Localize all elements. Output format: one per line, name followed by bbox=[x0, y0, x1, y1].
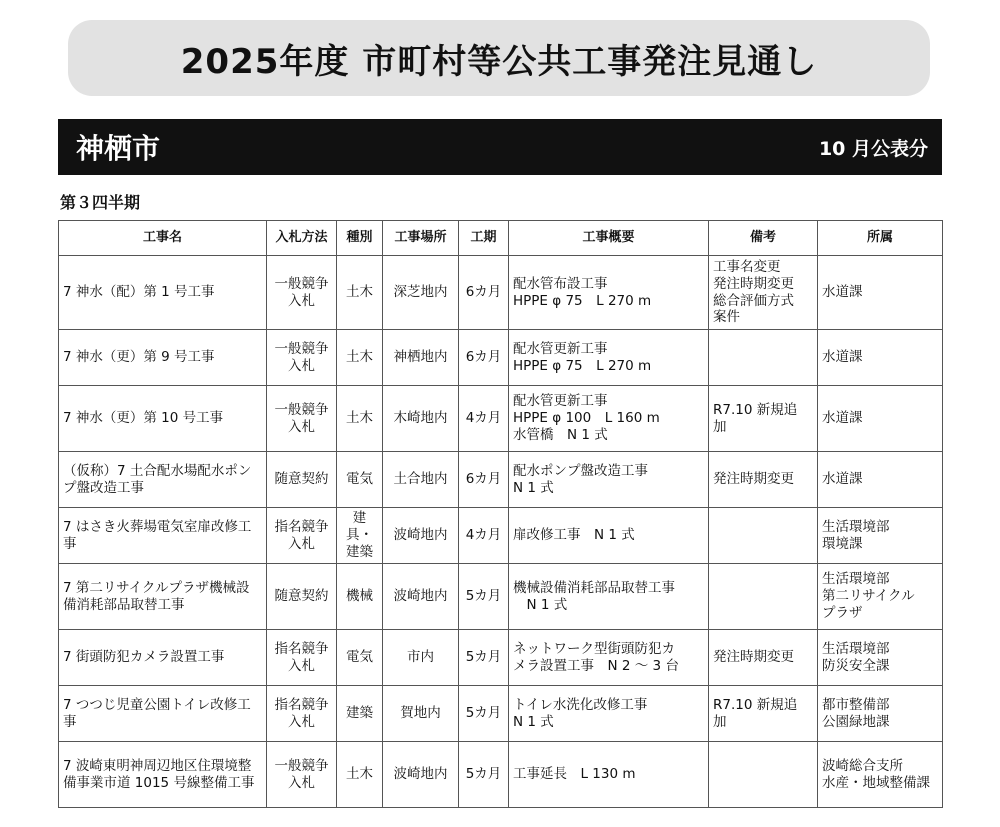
cell-dept: 生活環境部 環境課 bbox=[818, 508, 943, 564]
cell-summary: 工事延長 L 130 m bbox=[509, 742, 709, 808]
cell-note: 発注時期変更 bbox=[709, 452, 818, 508]
cell-note bbox=[709, 330, 818, 386]
cell-name: 7 神水（更）第 10 号工事 bbox=[59, 386, 267, 452]
column-header-period: 工期 bbox=[459, 221, 509, 256]
cell-type: 機械 bbox=[337, 564, 383, 630]
cell-method: 指名競争 入札 bbox=[267, 630, 337, 686]
cell-method: 指名競争 入札 bbox=[267, 508, 337, 564]
cell-name: 7 神水（配）第 1 号工事 bbox=[59, 256, 267, 330]
cell-note bbox=[709, 564, 818, 630]
cell-period: 6カ月 bbox=[459, 256, 509, 330]
cell-name: 7 神水（更）第 9 号工事 bbox=[59, 330, 267, 386]
cell-method: 指名競争 入札 bbox=[267, 686, 337, 742]
cell-place: 波崎地内 bbox=[383, 742, 459, 808]
cell-summary: 機械設備消耗部品取替工事 N 1 式 bbox=[509, 564, 709, 630]
works-table bbox=[58, 220, 943, 808]
cell-dept: 都市整備部 公園緑地課 bbox=[818, 686, 943, 742]
table-row bbox=[59, 630, 943, 686]
cell-period: 4カ月 bbox=[459, 386, 509, 452]
cell-summary: 扉改修工事 N 1 式 bbox=[509, 508, 709, 564]
cell-dept: 水道課 bbox=[818, 386, 943, 452]
cell-name: 7 つつじ児童公園トイレ改修工事 bbox=[59, 686, 267, 742]
cell-type: 電気 bbox=[337, 630, 383, 686]
cell-method: 随意契約 bbox=[267, 452, 337, 508]
cell-summary: ネットワーク型街頭防犯カ メラ設置工事 N 2 ～ 3 台 bbox=[509, 630, 709, 686]
column-header-place: 工事場所 bbox=[383, 221, 459, 256]
cell-summary: 配水管布設工事 HPPE φ 75 L 270 m bbox=[509, 256, 709, 330]
cell-place: 波崎地内 bbox=[383, 564, 459, 630]
cell-method: 随意契約 bbox=[267, 564, 337, 630]
cell-place: 市内 bbox=[383, 630, 459, 686]
column-header-dept: 所属 bbox=[818, 221, 943, 256]
cell-type: 電気 bbox=[337, 452, 383, 508]
table-row bbox=[59, 742, 943, 808]
column-header-summary: 工事概要 bbox=[509, 221, 709, 256]
cell-name: 7 第二リサイクルプラザ機械設備消耗部品取替工事 bbox=[59, 564, 267, 630]
cell-note: 発注時期変更 bbox=[709, 630, 818, 686]
table-row bbox=[59, 686, 943, 742]
cell-type: 土木 bbox=[337, 330, 383, 386]
column-header-type: 種別 bbox=[337, 221, 383, 256]
column-header-method: 入札方法 bbox=[267, 221, 337, 256]
cell-period: 6カ月 bbox=[459, 330, 509, 386]
cell-place: 木崎地内 bbox=[383, 386, 459, 452]
cell-type: 建具・ 建築 bbox=[337, 508, 383, 564]
table-row bbox=[59, 386, 943, 452]
cell-summary: 配水ポンプ盤改造工事 N 1 式 bbox=[509, 452, 709, 508]
cell-dept: 水道課 bbox=[818, 330, 943, 386]
cell-type: 建築 bbox=[337, 686, 383, 742]
cell-dept: 波崎総合支所 水産・地域整備課 bbox=[818, 742, 943, 808]
cell-place: 神栖地内 bbox=[383, 330, 459, 386]
table-row bbox=[59, 564, 943, 630]
cell-name: 7 街頭防犯カメラ設置工事 bbox=[59, 630, 267, 686]
table-row bbox=[59, 256, 943, 330]
cell-place: 波崎地内 bbox=[383, 508, 459, 564]
cell-summary: トイレ水洗化改修工事 N 1 式 bbox=[509, 686, 709, 742]
cell-dept: 水道課 bbox=[818, 256, 943, 330]
cell-period: 5カ月 bbox=[459, 742, 509, 808]
cell-method: 一般競争 入札 bbox=[267, 742, 337, 808]
cell-method: 一般競争 入札 bbox=[267, 330, 337, 386]
city-header-bar bbox=[58, 119, 942, 175]
quarter-heading: 第３四半期 bbox=[60, 193, 141, 212]
cell-method: 一般競争 入札 bbox=[267, 256, 337, 330]
cell-note: R7.10 新規追 加 bbox=[709, 386, 818, 452]
cell-type: 土木 bbox=[337, 256, 383, 330]
cell-note bbox=[709, 742, 818, 808]
cell-dept: 生活環境部 第二リサイクル プラザ bbox=[818, 564, 943, 630]
cell-method: 一般競争 入札 bbox=[267, 386, 337, 452]
city-name: 神栖市 bbox=[76, 132, 161, 165]
cell-note: 工事名変更 発注時期変更 総合評価方式 案件 bbox=[709, 256, 818, 330]
cell-period: 6カ月 bbox=[459, 452, 509, 508]
cell-period: 5カ月 bbox=[459, 564, 509, 630]
cell-summary: 配水管更新工事 HPPE φ 100 L 160 m 水管橋 N 1 式 bbox=[509, 386, 709, 452]
cell-summary: 配水管更新工事 HPPE φ 75 L 270 m bbox=[509, 330, 709, 386]
cell-name: （仮称）7 土合配水場配水ポンプ盤改造工事 bbox=[59, 452, 267, 508]
announcement-label: 10 月公表分 bbox=[818, 137, 928, 160]
cell-place: 深芝地内 bbox=[383, 256, 459, 330]
cell-dept: 生活環境部 防災安全課 bbox=[818, 630, 943, 686]
cell-period: 5カ月 bbox=[459, 686, 509, 742]
cell-type: 土木 bbox=[337, 386, 383, 452]
cell-type: 土木 bbox=[337, 742, 383, 808]
table-row bbox=[59, 330, 943, 386]
cell-dept: 水道課 bbox=[818, 452, 943, 508]
table-header-row bbox=[59, 221, 943, 256]
cell-period: 5カ月 bbox=[459, 630, 509, 686]
page-title: 2025年度 市町村等公共工事発注見通し bbox=[68, 20, 930, 96]
cell-name: 7 波崎東明神周辺地区住環境整備事業市道 1015 号線整備工事 bbox=[59, 742, 267, 808]
column-header-note: 備考 bbox=[709, 221, 818, 256]
table-row bbox=[59, 508, 943, 564]
cell-note bbox=[709, 508, 818, 564]
cell-period: 4カ月 bbox=[459, 508, 509, 564]
table-row bbox=[59, 452, 943, 508]
cell-name: 7 はさき火葬場電気室扉改修工事 bbox=[59, 508, 267, 564]
column-header-name: 工事名 bbox=[59, 221, 267, 256]
cell-place: 土合地内 bbox=[383, 452, 459, 508]
cell-place: 賀地内 bbox=[383, 686, 459, 742]
cell-note: R7.10 新規追 加 bbox=[709, 686, 818, 742]
